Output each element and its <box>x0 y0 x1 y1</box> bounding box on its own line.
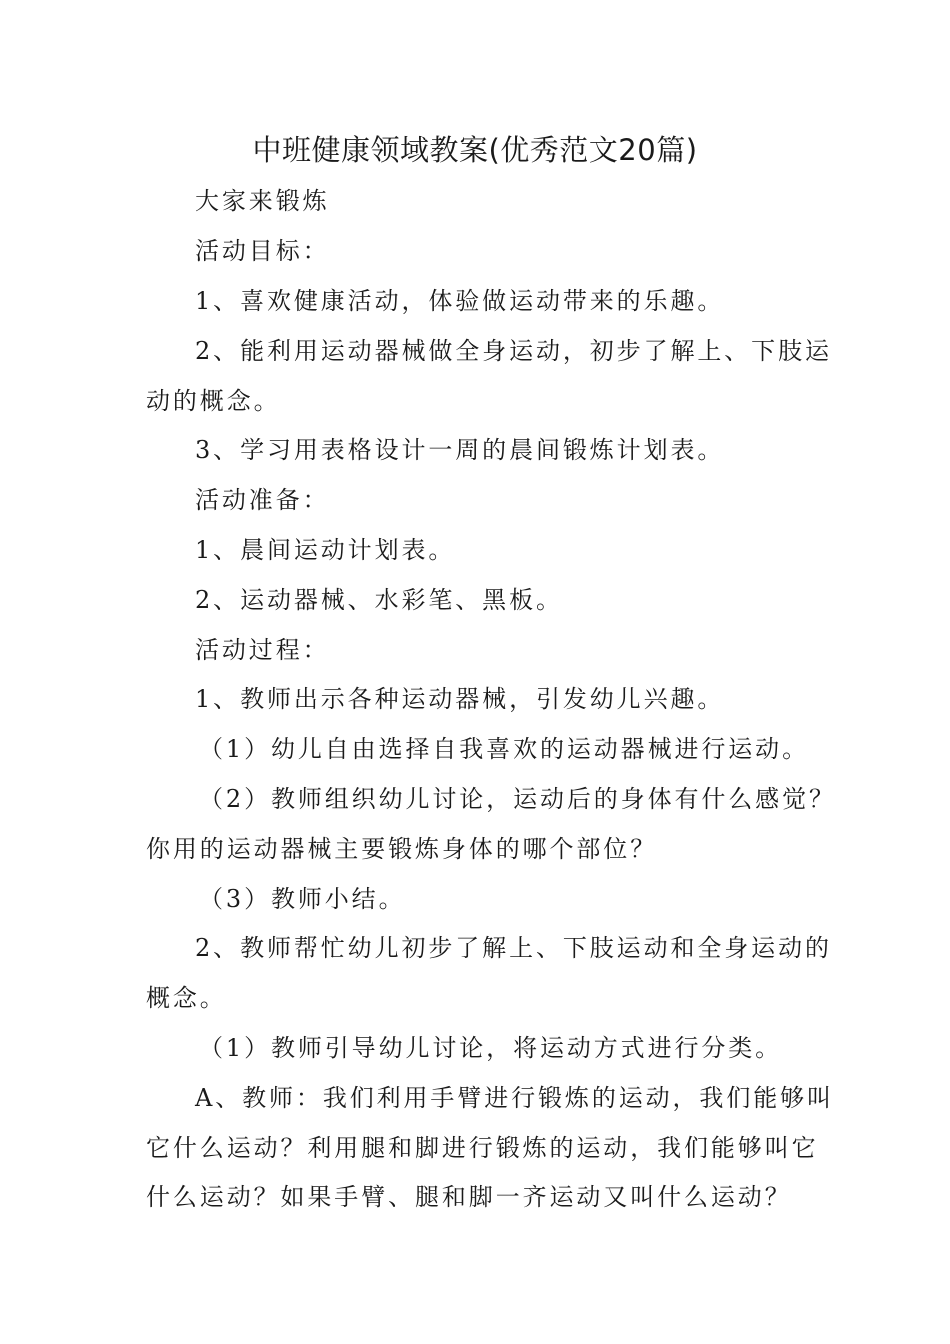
paragraph-line: A、教师：我们利用手臂进行锻炼的运动，我们能够叫 <box>195 1084 834 1112</box>
paragraph-line: 什么运动？如果手臂、腿和脚一齐运动又叫什么运动？ <box>146 1183 792 1211</box>
paragraph-line: 3、学习用表格设计一周的晨间锻炼计划表。 <box>195 436 725 464</box>
paragraph-line: 它什么运动？利用腿和脚进行锻炼的运动，我们能够叫它 <box>146 1134 819 1162</box>
document-title: 中班健康领域教案(优秀范文20篇) <box>252 133 698 167</box>
paragraph-line: （2）教师组织幼儿讨论，运动后的身体有什么感觉？ <box>199 785 836 813</box>
paragraph-line: （1）教师引导幼儿讨论，将运动方式进行分类。 <box>199 1034 783 1062</box>
paragraph-line: （1）幼儿自由选择自我喜欢的运动器械进行运动。 <box>199 735 809 763</box>
paragraph-line: 活动目标： <box>195 237 330 265</box>
paragraph-line: 大家来锻炼 <box>195 187 330 215</box>
paragraph-line: 1、教师出示各种运动器械，引发幼儿兴趣。 <box>195 685 725 713</box>
paragraph-line: （3）教师小结。 <box>199 885 406 913</box>
paragraph-line: 1、喜欢健康活动，体验做运动带来的乐趣。 <box>195 287 725 315</box>
paragraph-line: 概念。 <box>146 984 227 1012</box>
paragraph-line: 2、教师帮忙幼儿初步了解上、下肢运动和全身运动的 <box>195 934 832 962</box>
paragraph-line: 2、运动器械、水彩笔、黑板。 <box>195 586 563 614</box>
paragraph-line: 动的概念。 <box>146 387 281 415</box>
paragraph-line: 1、晨间运动计划表。 <box>195 536 456 564</box>
paragraph-line: 2、能利用运动器械做全身运动，初步了解上、下肢运 <box>195 337 832 365</box>
paragraph-line: 活动过程： <box>195 636 330 664</box>
paragraph-line: 你用的运动器械主要锻炼身体的哪个部位？ <box>146 835 658 863</box>
paragraph-line: 活动准备： <box>195 486 330 514</box>
